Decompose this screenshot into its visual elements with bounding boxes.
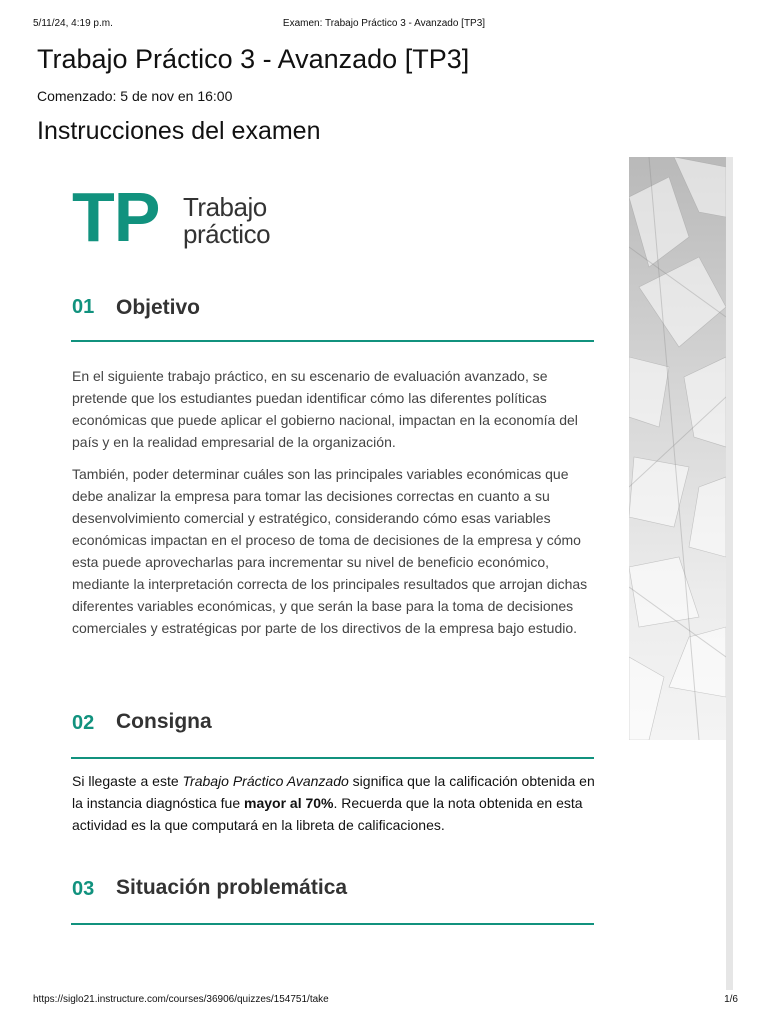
- section-divider: [71, 923, 594, 925]
- section-title-situacion: Situación problemática: [116, 876, 348, 899]
- section-title-objetivo: Objetivo: [116, 296, 201, 319]
- consigna-bold: mayor al 70%: [244, 795, 334, 811]
- print-page-number: 1/6: [724, 994, 738, 1005]
- objetivo-paragraph-1: En el siguiente trabajo práctico, en su escenario de evaluación avanzado, se pretende que los estudiantes puedan identificar cómo las diferentes políticas económicas que puede aplicar el gobierno nacional, impactan en la economía del país y en la realidad empresarial de la organización.: [72, 368, 578, 450]
- section-number-consigna: 02: [72, 712, 95, 734]
- section-title-consigna: Consigna: [116, 710, 212, 733]
- instructions-heading: Instrucciones del examen: [37, 117, 321, 145]
- print-date: 5/11/24, 4:19 p.m.: [33, 18, 113, 29]
- section-divider: [71, 757, 594, 759]
- consigna-text-3: . Recuerda que la nota obtenida en esta actividad es la que computará en la libreta de calificaciones.: [72, 795, 583, 833]
- consigna-italic: Trabajo Práctico Avanzado: [182, 773, 349, 789]
- tp-logo-line2: práctico: [183, 219, 271, 249]
- side-scrollbar[interactable]: [726, 157, 733, 990]
- print-url: https://siglo21.instructure.com/courses/36906/quizzes/154751/take: [33, 994, 329, 1005]
- tp-logo-line1: Trabajo: [183, 192, 267, 222]
- section-number-objetivo: 01: [72, 296, 95, 318]
- decorative-side-image: [629, 157, 726, 740]
- consigna-text-1: Si llegaste a este: [72, 773, 183, 789]
- print-doc-title: Examen: Trabajo Práctico 3 - Avanzado [TP3]: [282, 18, 486, 29]
- page-title: Trabajo Práctico 3 - Avanzado [TP3]: [37, 44, 470, 74]
- consigna-paragraph: [72, 770, 602, 836]
- started-timestamp: Comenzado: 5 de nov en 16:00: [37, 88, 233, 104]
- tp-logo-text: [183, 194, 313, 248]
- section-divider: [71, 340, 594, 342]
- objetivo-paragraph-2: También, poder determinar cuáles son las principales variables económicas que debe analizar la empresa para tomar las decisiones correctas en cuanto a su desenvolvimiento comercial y estratégico, considerando cómo esas variables económicas impactan en el proceso de toma de decisiones de la empresa y cómo esta puede aprovecharlas para incrementar su nivel de beneficio económico, mediante la interpretación correcta de los principales resultados que arrojan dichas diferentes variables económicas, y que serán la base para la toma de decisiones comerciales y estratégicas por parte de los directivos de la empresa bajo estudio.: [72, 466, 588, 636]
- section-number-situacion: 03: [72, 878, 95, 900]
- consigna-text-2: significa que la calificación obtenida en la instancia diagnóstica fue: [72, 773, 595, 811]
- tp-logo-mark: TP: [72, 178, 160, 256]
